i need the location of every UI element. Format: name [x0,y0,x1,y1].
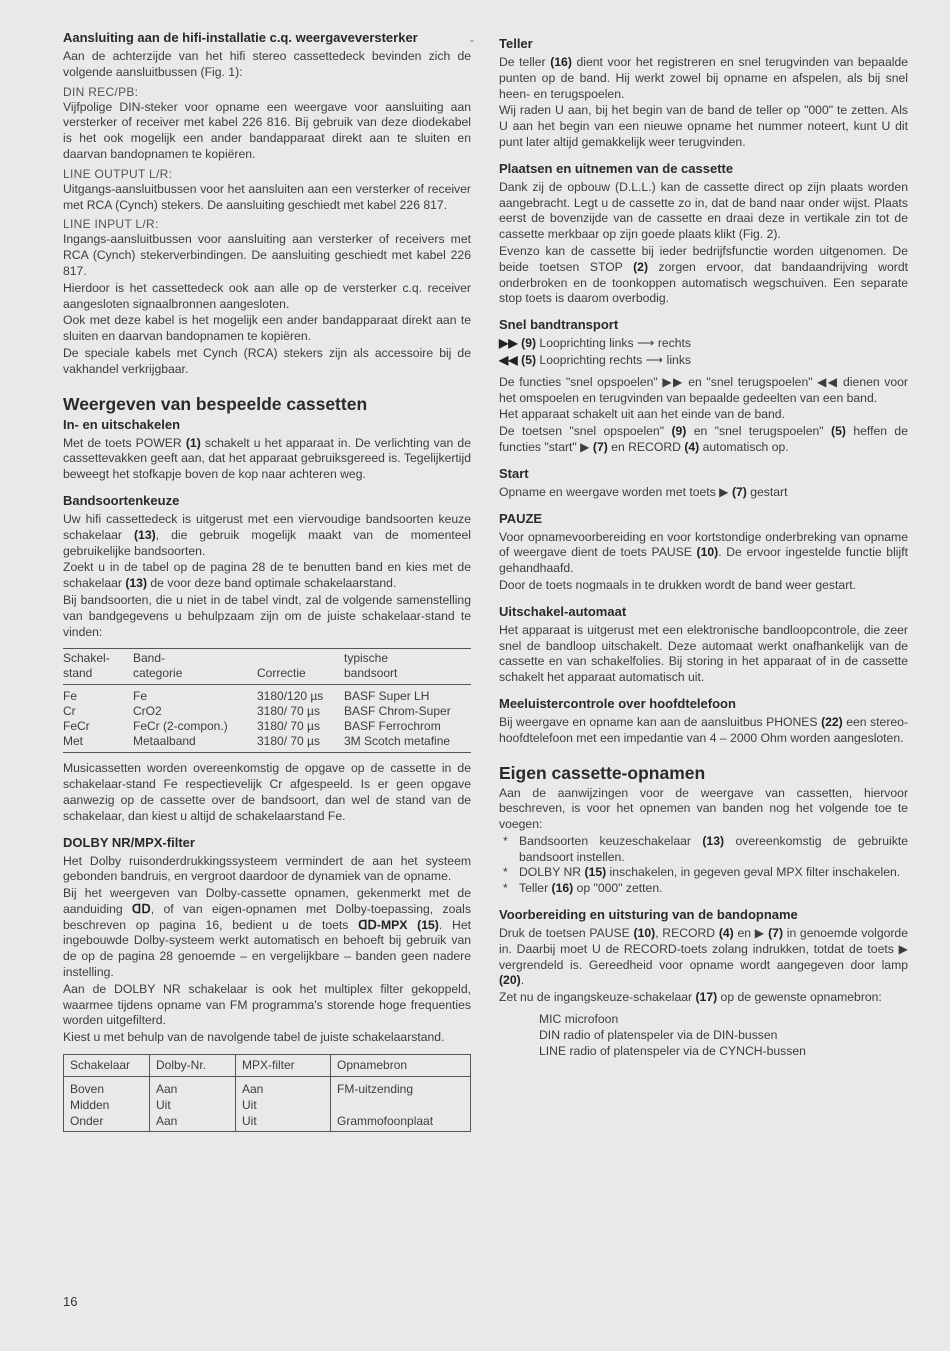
paragraph: Wij raden U aan, bij het begin van de band de teller op "000" te zetten. Als U aan het begin van een nieuwe opname het nummer noteert, kunt U dit punt later altijd gemakkelijk weer terugvinden. [499,103,908,149]
paragraph: Voor opnamevoorbereiding en voor kortstondige onderbreking van opname of weergave dient de toets PAUSE (10). De ervoor ingestelde functie blijft gehandhaafd. [499,529,908,576]
subheading-voorbereiding: Voorbereiding en uitsturing van de bandopname [499,907,798,923]
list-item: * Teller (16) op "000" zetten. [499,881,908,897]
paragraph: Bij bandsoorten, die u niet in de tabel vindt, zal de volgende samenstelling van bandgegevens u behulpzaam zijn om de juiste schakelaar-stand te vinden: [63,592,471,639]
paragraph: Kiest u met behulp van de navolgende tabel de juiste schakelaarstand. [63,1030,445,1045]
fast-forward-icon: ▶▶ (9) [499,336,537,351]
subheading-plaatsen: Plaatsen en uitnemen van de cassette [499,160,734,176]
table-row: Boven Aan Aan FM-uitzending [64,1077,471,1098]
table-header: Correctie [257,649,344,685]
subheading-bandsoortenkeuze: Bandsoortenkeuze [63,492,180,508]
table-header: Schakelaar [64,1055,150,1077]
paragraph: Evenzo kan de cassette bij ieder bedrijfsfunctie worden uitgenomen. De beide toetsen STOP (2) zorgen ervoor, dat bandaandrijving wordt onderbroken en de toonkoppen automatisch wegschuiven. Een separate stop toets is daarom overbodig. [499,243,908,306]
section-heading-aansluiting: Aansluiting aan de hifi-installatie c.q. weergaveversterker [63,30,418,45]
paragraph: De functies "snel opspoelen" ▶▶ en "snel terugspoelen" ◀◀ dienen voor het omspoelen en terugvinden van bepaalde gedeelten van een band. [499,374,908,405]
paragraph: De toetsen "snel opspoelen" (9) en "snel terugspoelen" (5) heffen de functies "start" ▶ (7) en RECORD (4) automatisch op. [499,424,908,454]
list-item: * Bandsoorten keuzeschakelaar (13) overeenkomstig de gebruikte bandsoort instellen. [499,834,908,866]
section-title-weergeven: Weergeven van bespeelde cassetten [63,393,368,414]
tape-type-table [63,648,471,753]
subheading-dolby: DOLBY NR/MPX-filter [63,834,195,850]
subheading-snel-bandtransport: Snel bandtransport [499,317,619,333]
paragraph: Opname en weergave worden met toets ▶ (7) gestart [499,484,788,499]
table-header: MPX-filter [236,1055,331,1077]
rewind-icon: ◀◀ (5) [499,352,537,367]
source-list [539,1012,908,1059]
paragraph: Musicassetten worden overeenkomstig de opgave op de cassette in de schakelaar-stand Fe respectievelijk Cr afgespeeld. Is er geen opgave aanwezig op de cassette over de bandsoort, dan wel de stand van de schakelaar, dan kiest u altijd de schakelaarstand Fe. [63,761,471,823]
paragraph: Hierdoor is het cassettedeck ook aan alle op de versterker c.q. receiver aangesloten signaalbronnen aangesloten. [63,280,471,311]
left-column [63,30,471,1132]
list-item: MIC microfoon [539,1012,619,1027]
bullet-list [499,834,908,897]
list-item: * DOLBY NR (15) inschakelen, in gegeven geval MPX filter inschakelen. [499,865,908,881]
paragraph: De speciale kabels met Cynch (RCA) stekers zijn als accessoire bij de vakhandel verkrijgbaar. [63,345,471,376]
table-header: Schakel- stand [63,649,133,685]
dolby-switch-table [63,1054,471,1132]
paragraph: Door de toets nogmaals in te drukken wordt de band weer gestart. [499,577,857,592]
table-header: Dolby-Nr. [150,1055,236,1077]
list-item: ◀◀ (5) Looprichting rechts ⟶ links [499,352,692,367]
table-header: Opnamebron [331,1055,471,1077]
paragraph: Ook met deze kabel is het mogelijk een ander bandapparaat direkt aan te sluiten en daarvan bandopnamen te kopiëren. [63,313,471,344]
paragraph: Met de toets POWER (1) schakelt u het apparaat in. De verlichting van de cassettevakken geeft aan, dat het apparaat gebruiksgereed is. Tegelijkertijd beweegt het stofkapje boven de kop naar achteren weg. [63,435,471,482]
paragraph: Het apparaat is uitgerust met een elektronische bandloopcontrole, die zeer snel de bandloop uitschakelt. Deze automaat werkt onafhankelijk van de cassette en van schakelfolies. Bij storing in het apparaat of in de cassette schakelt het apparaat automatisch uit. [499,622,908,685]
table-row: Onder Aan Uit Grammofoonplaat [64,1113,471,1132]
paragraph: Bij weergave en opname kan aan de aansluitbus PHONES (22) een stereo-hoofdtelefoon met een impedantie van 4 – 2000 Ohm worden aangesloten. [499,714,908,745]
paragraph: Dank zij de opbouw (D.L.L.) kan de cassette direct op zijn plaats worden aangebracht. Legt u de cassette zo in, dat de band naar onder wijst. Plaats eerst de bovenzijde van de cassette en draai deze in vertikale zin tot de cassette merkbaar op zijn goede plaats klikt (Fig. 2). [499,179,908,242]
subheading-line-input: LINE INPUT L/R: [63,217,159,232]
margin-mark: - [470,33,474,47]
subheading-din: DIN REC/PB: [63,84,139,99]
table-header: typische bandsoort [344,649,471,685]
page-number: 16 [63,1294,78,1309]
subheading-line-output: LINE OUTPUT L/R: [63,166,173,181]
table-row: Cr CrO2 3180/ 70 µs BASF Chrom-Super [63,704,451,719]
table-row: FeCr FeCr (2-compon.) 3180/ 70 µs BASF Ferrochrom [63,719,441,734]
table-row: Midden Uit Uit [64,1097,471,1113]
section-title-eigen-opnamen: Eigen cassette-opnamen [499,762,706,783]
paragraph: Vijfpolige DIN-steker voor opname een weergave voor aansluiting aan versterker of receiver met kabel 226 816. Bij gebruik van deze diodekabel is het ook mogelijk een ander bandapparaat direkt aan te sluiten en daarvan bandopnamen te kopiëren. [63,99,471,161]
paragraph: Het Dolby ruisonderdrukkingssysteem vermindert de aan het systeem gebonden bandruis, en vergroot daardoor de dynamiek van de opname. [63,853,471,884]
paragraph: Zoekt u in de tabel op de pagina 28 de te benutten band en kies met de schakelaar (13) de voor deze band optimale schakelaarstand. [63,560,471,591]
table-row: Fe Fe 3180/120 µs BASF Super LH [63,689,430,704]
subheading-teller: Teller [499,36,533,51]
paragraph: Aan de achterzijde van het hifi stereo cassettedeck bevinden zich de volgende aansluitbussen (Fig. 1): [63,49,471,79]
dolby-icon: ᗡᗞ [131,901,151,916]
paragraph: Bij het weergeven van Dolby-cassette opnamen, gekenmerkt met de aanduiding ᗡᗞ, of van eigen-opnamen met Dolby-toepassing, zoals beschreven op pagina 16, bedient u de toets ᗡᗞ-MPX (15). Het ingebouwde Dolby-systeem werkt automatisch en behoeft bij gebruik van de op de pagina 28 genoemde – en vergelijkbare – banden geen nadere instelling. [63,886,472,980]
right-column [499,36,908,1059]
paragraph: Druk de toetsen PAUSE (10), RECORD (4) en ▶ (7) in genoemde volgorde in. Daarbij moet U de RECORD-toets zolang indrukken, totdat de toets ▶ vergrendeld is. Gereedheid voor opname wordt aangegeven door lamp (20). [499,926,908,988]
paragraph: Uitgangs-aansluitbussen voor het aansluiten aan een versterker of receiver met RCA (Cynch) stekers. De aansluiting geschiedt met kabel 226 817. [63,181,471,212]
list-item: DIN radio of platenspeler via de DIN-bussen [539,1027,778,1042]
subheading-meeluistercontrole: Meeluistercontrole over hoofdtelefoon [499,695,736,711]
subheading-pauze: PAUZE [499,510,543,526]
paragraph: Ingangs-aansluitbussen voor aansluiting aan versterker of receivers met RCA (Cynch) stekerverbindingen. De aansluiting geschiedt met kabel 226 817. [63,232,471,278]
table-header: Band- categorie [133,649,257,685]
paragraph: Zet nu de ingangskeuze-schakelaar (17) op de gewenste opnamebron: [499,990,882,1005]
paragraph: De teller (16) dient voor het registreren en snel terugvinden van bepaalde punten op de band. Hij werkt zowel bij opname en afspelen, als bij snel heen- en terugspoelen. [499,55,909,101]
paragraph: Uw hifi cassettedeck is uitgerust met een viervoudige bandsoorten keuze schakelaar (13), die gebruik mogelijk maakt van de momenteel gebruikelijke bandsoorten. [63,511,471,558]
paragraph: Aan de aanwijzingen voor de weergave van cassetten, hiervoor beschreven, is voor het opnemen van banden nog het volgende toe te voegen: [499,785,908,832]
list-item: LINE radio of platenspeler via de CYNCH-bussen [539,1043,806,1058]
subheading-start: Start [499,465,529,481]
subheading-uitschakel-automaat: Uitschakel-automaat [499,603,627,619]
table-row: Met Metaalband 3180/ 70 µs 3M Scotch metafine [63,734,451,749]
paragraph: Aan de DOLBY NR schakelaar is ook het multiplex filter gekoppeld, waarmee tijdens opname van FM programma's storende hoge frequenties worden uitgefilterd. [63,981,471,1028]
paragraph: Het apparaat schakelt uit aan het einde van de band. [499,407,785,422]
list-item: ▶▶ (9) Looprichting links ⟶ rechts [499,336,692,351]
subheading-in-uitschakelen: In- en uitschakelen [63,416,181,432]
